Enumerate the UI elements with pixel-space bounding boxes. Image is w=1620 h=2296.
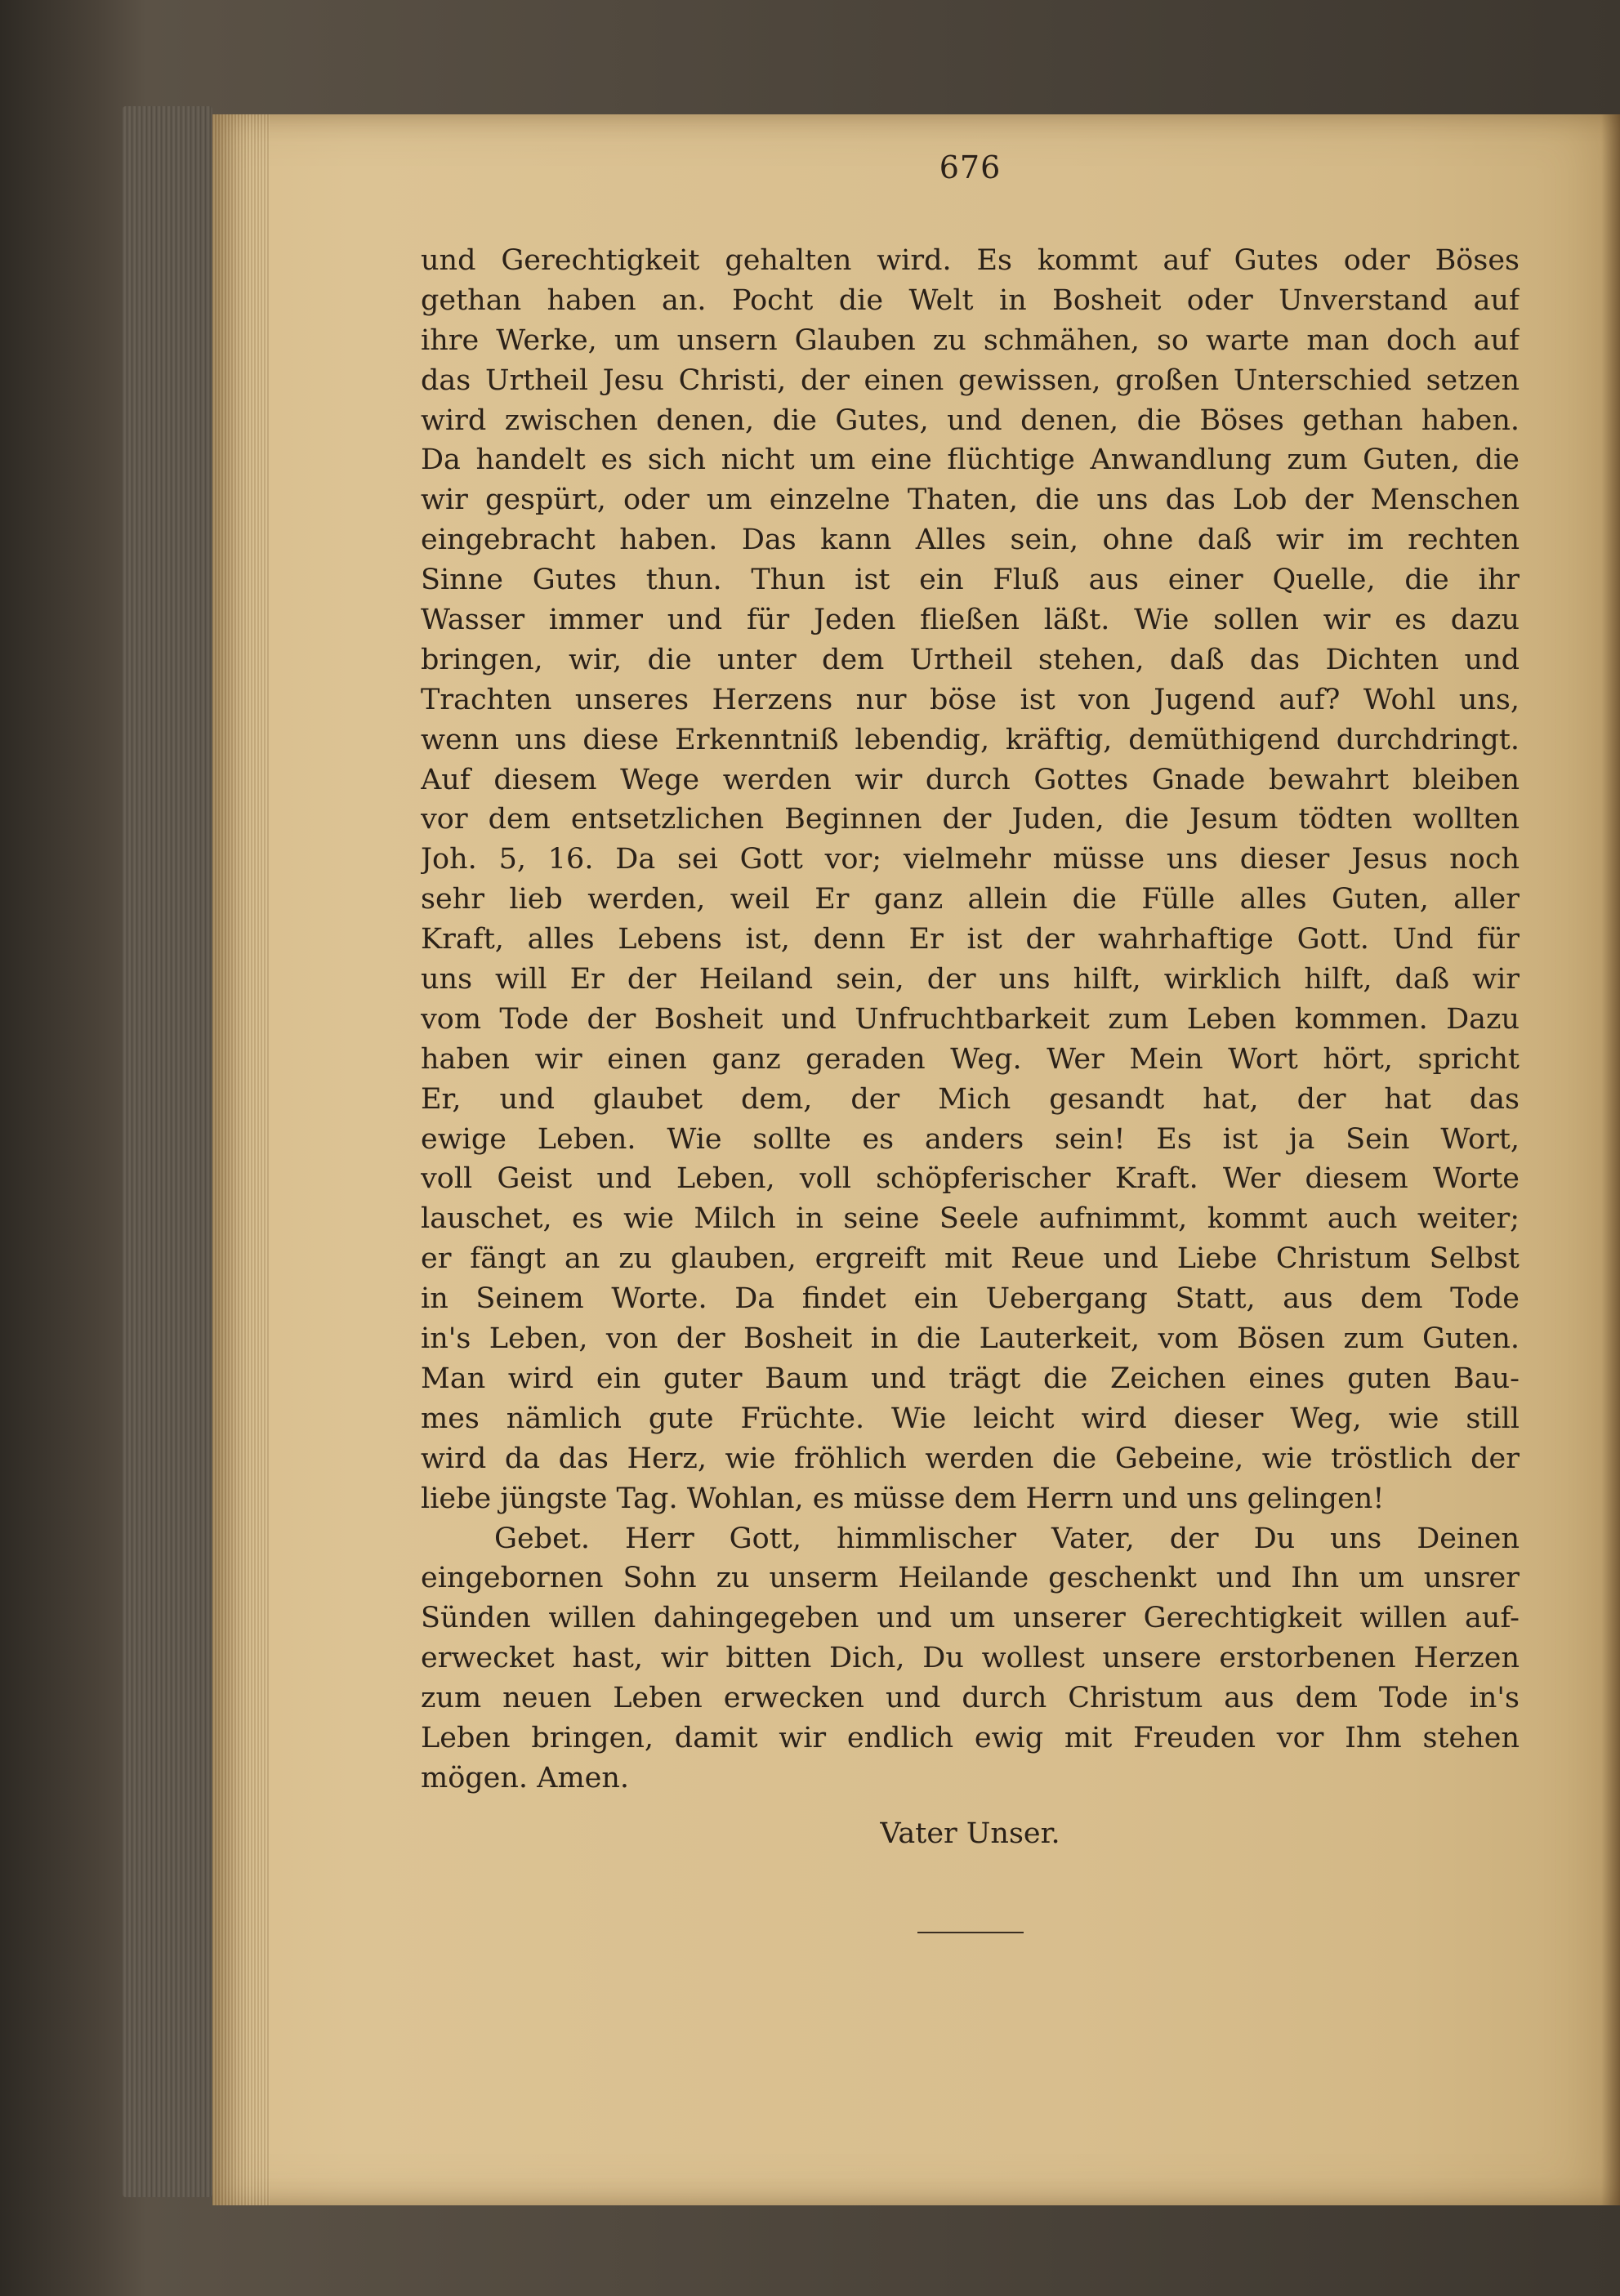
page-text-block	[421, 143, 1520, 1933]
text-line: wenn uns diese Erkenntniß lebendig, kräftig, demüthigend durchdringt.	[421, 723, 1520, 756]
text-line: in Seinem Worte. Da findet ein Uebergang Statt, aus dem Tode	[421, 1282, 1520, 1316]
page-fold-shadow	[1601, 114, 1620, 2205]
text-line: Auf diesem Wege werden wir durch Gottes Gnade bewahrt bleiben	[421, 763, 1520, 796]
book-cover-edge	[123, 106, 212, 2197]
text-line: ihre Werke, um unsern Glauben zu schmähen, so warte man doch auf	[421, 323, 1520, 357]
text-line: voll Geist und Leben, voll schöpferischer Kraft. Wer diesem Worte	[421, 1162, 1520, 1196]
text-line: mögen. Amen.	[421, 1761, 630, 1794]
text-line: wir gespürt, oder um einzelne Thaten, die uns das Lob der Menschen	[421, 484, 1520, 517]
page-number: 676	[939, 149, 1002, 185]
text-line: ewige Leben. Wie sollte es anders sein! Es ist ja Sein Wort,	[421, 1122, 1520, 1156]
text-line: in's Leben, von der Bosheit in die Lauterkeit, vom Bösen zum Guten.	[421, 1322, 1520, 1356]
text-line: vom Tode der Bosheit und Unfruchtbarkeit zum Leben kommen. Dazu	[421, 1002, 1520, 1036]
text-line: uns will Er der Heiland sein, der uns hilft, wirklich hilft, daß wir	[421, 963, 1520, 996]
text-line: sehr lieb werden, weil Er ganz allein die Fülle alles Guten, aller	[421, 883, 1520, 916]
text-line: und Gerechtigkeit gehalten wird. Es kommt auf Gutes oder Böses	[421, 244, 1520, 277]
text-line: eingebornen Sohn zu unserm Heilande geschenkt und Ihn um unsrer	[421, 1562, 1520, 1595]
text-line: eingebracht haben. Das kann Alles sein, ohne daß wir im rechten	[421, 524, 1520, 557]
text-line: Er, und glaubet dem, der Mich gesandt hat, der hat das	[421, 1082, 1520, 1116]
text-line: zum neuen Leben erwecken und durch Christum aus dem Tode in's	[421, 1682, 1520, 1715]
text-line: Man wird ein guter Baum und trägt die Zeichen eines guten Bau-	[421, 1362, 1520, 1395]
text-line: Da handelt es sich nicht um eine flüchtige Anwandlung zum Guten, die	[421, 444, 1520, 477]
text-line: Sünden willen dahingegeben und um unserer Gerechtigkeit willen auf-	[421, 1602, 1520, 1635]
text-line: Kraft, alles Lebens ist, denn Er ist der wahrhaftige Gott. Und für	[421, 923, 1520, 956]
text-line: bringen, wir, die unter dem Urtheil stehen, daß das Dichten und	[421, 643, 1520, 676]
page-stack-edges	[212, 114, 270, 2205]
text-line: haben wir einen ganz geraden Weg. Wer Mein Wort hört, spricht	[421, 1042, 1520, 1076]
text-line: Gebet. Herr Gott, himmlischer Vater, der Du uns Deinen	[494, 1522, 1520, 1555]
text-line: Sinne Gutes thun. Thun ist ein Fluß aus einer Quelle, die ihr	[421, 564, 1520, 597]
text-line: Joh. 5, 16. Da sei Gott vor; vielmehr müsse uns dieser Jesus noch	[421, 843, 1520, 876]
text-line: Trachten unseres Herzens nur böse ist von Jugend auf? Wohl uns,	[421, 683, 1520, 716]
text-line: lauschet, es wie Milch in seine Seele aufnimmt, kommt auch weiter;	[421, 1202, 1520, 1236]
text-line: das Urtheil Jesu Christi, der einen gewissen, großen Unterschied setzen	[421, 363, 1520, 397]
text-line: wird da das Herz, wie fröhlich werden die Gebeine, wie tröstlich der	[421, 1442, 1520, 1475]
text-line: Leben bringen, damit wir endlich ewig mit Freuden vor Ihm stehen	[421, 1721, 1520, 1754]
text-line: vor dem entsetzlichen Beginnen der Juden, die Jesum tödten wollten	[421, 803, 1520, 836]
text-line: erwecket hast, wir bitten Dich, Du wollest unsere erstorbenen Herzen	[421, 1642, 1520, 1675]
text-line: liebe jüngste Tag. Wohlan, es müsse dem Herrn und uns gelingen!	[421, 1482, 1385, 1515]
text-line: gethan haben an. Pocht die Welt in Bosheit oder Unverstand auf	[421, 283, 1520, 317]
text-line: wird zwischen denen, die Gutes, und denen, die Böses gethan haben.	[421, 403, 1520, 437]
end-rule	[917, 1932, 1024, 1933]
text-line: mes nämlich gute Früchte. Wie leicht wird dieser Weg, wie still	[421, 1402, 1520, 1435]
text-line: Wasser immer und für Jeden fließen läßt. Wie sollen wir es dazu	[421, 604, 1520, 637]
text-line: er fängt an zu glauben, ergreift mit Reue und Liebe Christum Selbst	[421, 1242, 1520, 1276]
closing-line: Vater Unser.	[880, 1817, 1060, 1850]
